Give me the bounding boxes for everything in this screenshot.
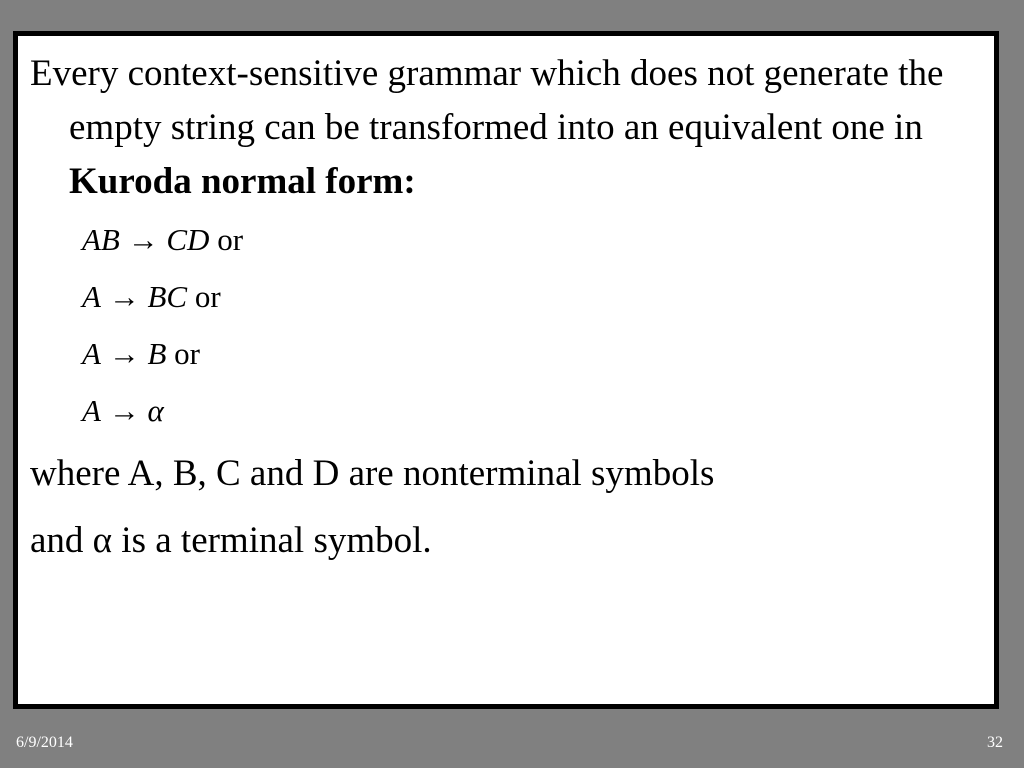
footer-date: 6/9/2014: [16, 734, 73, 751]
rule-lhs: A: [82, 393, 101, 428]
kuroda-normal-form-term: Kuroda normal form:: [69, 161, 416, 202]
slide-content-frame: [13, 31, 999, 709]
rule-rhs: B: [147, 336, 167, 371]
intro-text: Every context-sensitive grammar which does not generate the empty string can be transformed into an equivalent one in: [30, 53, 944, 148]
rule-rhs: BC: [147, 279, 188, 314]
intro-paragraph: [30, 47, 990, 209]
rule-lhs: A: [82, 279, 101, 314]
rule-lhs: A: [82, 336, 101, 371]
arrow-icon: →: [108, 279, 140, 314]
footer-page-number: 32: [987, 734, 1003, 751]
slide-body: [18, 36, 994, 704]
arrow-icon: →: [108, 336, 140, 371]
rule-rhs: CD: [166, 222, 210, 257]
production-rule-4: [82, 391, 164, 431]
rule-lhs: AB: [82, 222, 120, 257]
where-statement: where A, B, C and D are nonterminal symbols: [30, 453, 715, 494]
production-rule-2: [82, 277, 221, 317]
arrow-icon: →: [127, 222, 159, 257]
and-statement: and α is a terminal symbol.: [30, 520, 432, 561]
rule-suffix: or: [187, 279, 221, 314]
rule-suffix: or: [166, 336, 200, 371]
rule-rhs: α: [147, 393, 164, 428]
production-rule-1: [82, 220, 243, 260]
production-rule-3: [82, 334, 200, 374]
rule-suffix: or: [209, 222, 244, 257]
arrow-icon: →: [108, 393, 140, 428]
